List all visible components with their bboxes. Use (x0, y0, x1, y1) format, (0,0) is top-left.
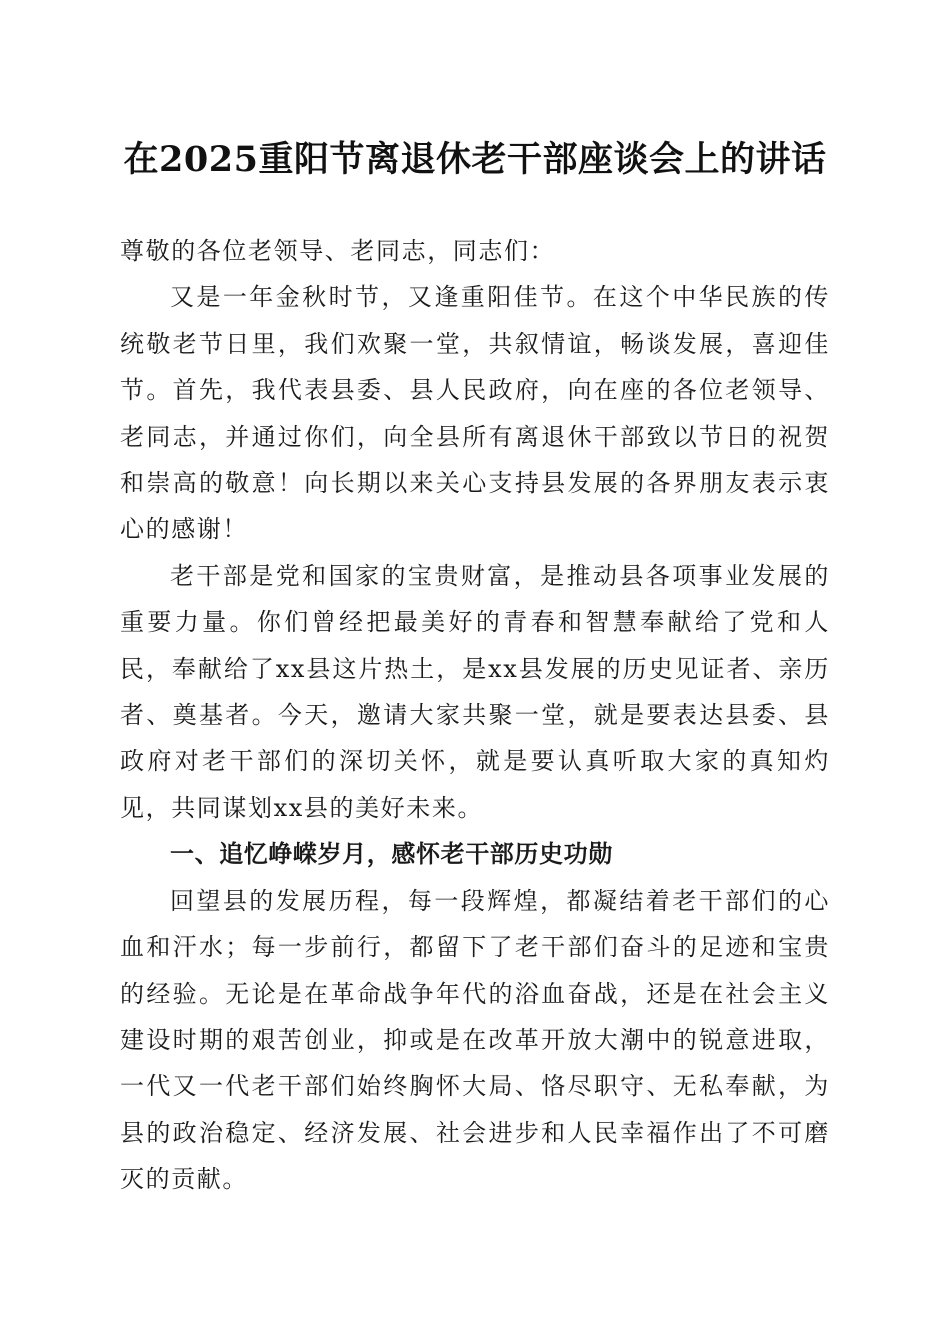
paragraph-opening: 又是一年金秋时节，又逢重阳佳节。在这个中华民族的传统敬老节日里，我们欢聚一堂，共叙情谊，畅谈发展，喜迎佳节。首先，我代表县委、县人民政府，向在座的各位老领导、老同志，并通过你们，向全县所有离退休干部致以节日的祝贺和崇高的敬意！向长期以来关心支持县发展的各界朋友表示衷心的感谢！ (120, 283, 830, 544)
salutation: 尊敬的各位老领导、老同志，同志们： (120, 237, 556, 265)
document-title: 在2025重阳节离退休老干部座谈会上的讲话 (123, 139, 827, 180)
paragraph-history: 回望县的发展历程，每一段辉煌，都凝结着老干部们的心血和汗水；每一步前行，都留下了老干部们奋斗的足迹和宝贵的经验。无论是在革命战争年代的浴血奋战，还是在社会主义建设时期的艰苦创业，抑或是在改革开放大潮中的锐意进取，一代又一代老干部们始终胸怀大局、恪尽职守、无私奉献，为县的政治稳定、经济发展、社会进步和人民幸福作出了不可磨灭的贡献。 (120, 886, 830, 1194)
paragraph-veterans: 老干部是党和国家的宝贵财富，是推动县各项事业发展的重要力量。你们曾经把最美好的青春和智慧奉献给了党和人民，奉献给了xx县这片热土，是xx县发展的历史见证者、亲历者、奠基者。今天，邀请大家共聚一堂，就是要表达县委、县政府对老干部们的深切关怀，就是要认真听取大家的真知灼见，共同谋划xx县的美好未来。 (120, 561, 830, 822)
document-body (120, 228, 830, 1203)
section-heading: 一、追忆峥嵘岁月，感怀老干部历史功勋 (170, 840, 613, 869)
